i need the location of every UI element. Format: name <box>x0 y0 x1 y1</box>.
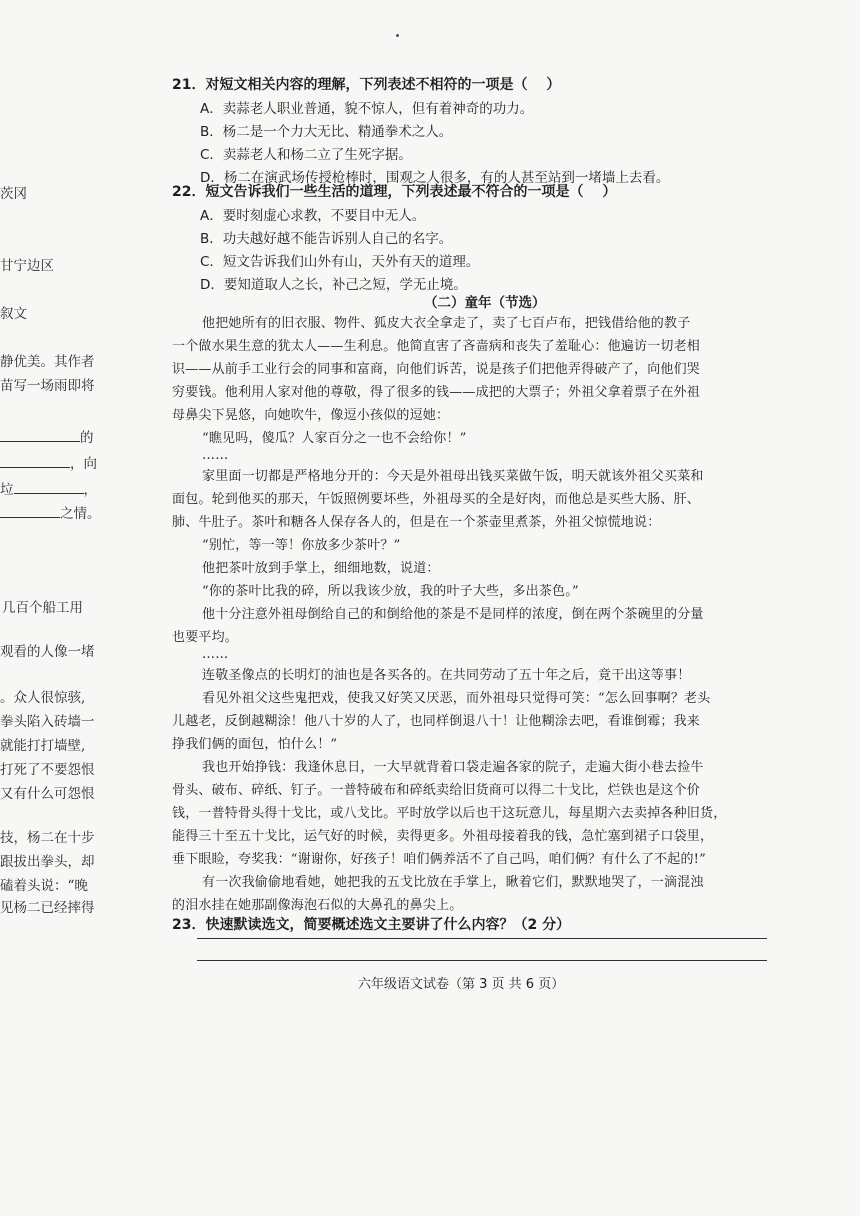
passage-line: 穷要钱。他利用人家对他的尊敬，得了很多的钱——成把的大票子；外祖父拿着票子在外祖 <box>172 385 701 400</box>
passage-line: 能得三十至五十戈比，运气好的时候，卖得更多。外祖母接着我的钱，急忙塞到裙子口袋里， <box>172 829 714 844</box>
left-fragment: 技，杨二在十步 <box>0 830 95 846</box>
left-fragment: 茨冈 <box>0 186 27 202</box>
question-21-option-b: B．杨二是一个力大无比、精通拳术之人。 <box>200 124 453 140</box>
left-fill-blank: 之情。 <box>0 502 101 522</box>
question-23-stem: 23．快速默读选文，简要概述选文主要讲了什么内容？（2 分） <box>172 917 571 933</box>
section-title: （二）童年（节选） <box>424 295 546 311</box>
passage-line: 有一次我偷偷地看她，她把我的五戈比放在手掌上，瞅着它们，默默地哭了，一滴混浊 <box>202 875 704 890</box>
passage-line: 钱，一普特骨头得十戈比，或八戈比。平时放学以后也干这玩意儿，每星期六去卖掉各种旧货， <box>172 806 727 821</box>
passage-line: 肺、牛肚子。茶叶和糖各人保存各人的，但是在一个茶壶里煮茶，外祖父惊慌地说： <box>172 515 661 530</box>
left-fragment: 跟拔出拳头，却 <box>0 854 95 870</box>
passage-line: “别忙，等一等！你放多少茶叶？” <box>202 538 401 553</box>
left-fragment: 甘宁边区 <box>0 258 54 274</box>
question-22-option-c: C．短文告诉我们山外有山，天外有天的道理。 <box>200 254 480 270</box>
passage-ellipsis: …… <box>202 647 229 662</box>
page-footer: 六年级语文试卷（第 3 页 共 6 页） <box>358 977 565 992</box>
left-fragment: 打死了不要怨恨 <box>0 762 95 778</box>
answer-line[interactable] <box>197 960 767 961</box>
left-fragment: 拳头陷入砖墙一 <box>0 714 95 730</box>
left-fragment: 几百个船工用 <box>2 600 83 616</box>
scan-speck <box>396 34 399 37</box>
passage-line: 挣我们俩的面包，怕什么！” <box>172 737 338 752</box>
question-21-option-a: A．卖蒜老人职业普通，貌不惊人，但有着神奇的功力。 <box>200 101 534 117</box>
left-fragment: 。众人很惊骇, <box>0 690 86 706</box>
passage-line: 他把她所有的旧衣服、物件、狐皮大衣全拿走了，卖了七百卢布，把钱借给他的教子 <box>202 316 691 331</box>
left-fragment: 就能打打墙壁, <box>0 738 86 754</box>
passage-line: 面包。轮到他买的那天，午饭照例要坏些，外祖母买的全是好肉，而他总是买些大肠、肝、 <box>172 492 701 507</box>
question-22-option-a: A．要时刻虚心求教，不要目中无人。 <box>200 208 426 224</box>
passage-ellipsis: …… <box>202 448 229 463</box>
left-fragment: 观看的人像一堵 <box>0 644 95 660</box>
passage-line: 骨头、破布、碎纸、钉子。一普特破布和碎纸卖给旧货商可以得二十戈比，烂铁也是这个价 <box>172 783 701 798</box>
left-fill-blank: 的 <box>0 426 94 446</box>
passage-line: 看见外祖父这些鬼把戏，使我又好笑又厌恶，而外祖母只觉得可笑：“怎么回事啊？老头 <box>202 691 711 706</box>
left-fragment: 叙文 <box>0 306 27 322</box>
passage-line: 我也开始挣钱：我逢休息日，一大早就背着口袋走遍各家的院子，走遍大街小巷去捡牛 <box>202 760 704 775</box>
left-fragment: 静优美。其作者 <box>0 354 95 370</box>
passage-line: 一个做水果生意的犹太人——生利息。他简直害了吝啬病和丧失了羞耻心：他遍访一切老相 <box>172 339 701 354</box>
left-fragment: 苗写一场雨即将 <box>0 378 95 394</box>
question-22-stem: 22．短文告诉我们一些生活的道理，下列表述最不符合的一项是（ ） <box>172 184 617 200</box>
passage-line: 儿越老，反倒越糊涂！他八十岁的人了，也同样倒退八十！让他糊涂去吧，看谁倒霉；我来 <box>172 714 701 729</box>
question-21-option-d: D．杨二在演武场传授枪棒时，围观之人很多，有的人甚至站到一堵墙上去看。 <box>200 170 670 186</box>
passage-line: 连敬圣像点的长明灯的油也是各买各的。在共同劳动了五十年之后，竟干出这等事！ <box>202 668 691 683</box>
passage-line: 垂下眼睑，夸奖我：“谢谢你，好孩子！咱们俩养活不了自己吗，咱们俩？有什么了不起的!” <box>172 852 706 867</box>
passage-line: 家里面一切都是严格地分开的：今天是外祖母出钱买菜做午饭，明天就该外祖父买菜和 <box>202 469 704 484</box>
answer-line[interactable] <box>197 938 767 939</box>
passage-line: 也要平均。 <box>172 630 239 645</box>
passage-line: “你的茶叶比我的碎，所以我该少放，我的叶子大些，多出茶色。” <box>202 584 579 599</box>
question-22-option-d: D．要知道取人之长，补己之短，学无止境。 <box>200 277 467 293</box>
passage-line: 他把茶叶放到手掌上，细细地数，说道： <box>202 561 440 576</box>
passage-line: 他十分注意外祖母倒给自己的和倒给他的茶是不是同样的浓度，倒在两个茶碗里的分量 <box>202 607 704 622</box>
passage-line: 识——从前手工业行会的同事和富商，向他们诉苦，说是孩子们把他弄得破产了，向他们哭 <box>172 362 701 377</box>
left-fill-blank: ，向 <box>0 452 97 472</box>
left-fill-blank: 垃 ， <box>0 478 97 498</box>
left-fragment: 又有什么可怨恨 <box>0 786 95 802</box>
passage-line: 的泪水挂在她那副像海泡石似的大鼻孔的鼻尖上。 <box>172 898 463 913</box>
question-22-option-b: B．功夫越好越不能告诉别人自己的名字。 <box>200 231 453 247</box>
left-fragment: 磕着头说：“晚 <box>0 878 88 894</box>
passage-line: “瞧见吗，傻瓜？人家百分之一也不会给你！” <box>202 431 467 446</box>
question-21-option-c: C．卖蒜老人和杨二立了生死字据。 <box>200 147 412 163</box>
question-21-stem: 21．对短文相关内容的理解，下列表述不相符的一项是（ ） <box>172 77 561 93</box>
passage-line: 母鼻尖下晃悠，向她吹牛，像逗小孩似的逗她： <box>172 408 450 423</box>
left-fragment: 见杨二已经摔得 <box>0 900 95 916</box>
